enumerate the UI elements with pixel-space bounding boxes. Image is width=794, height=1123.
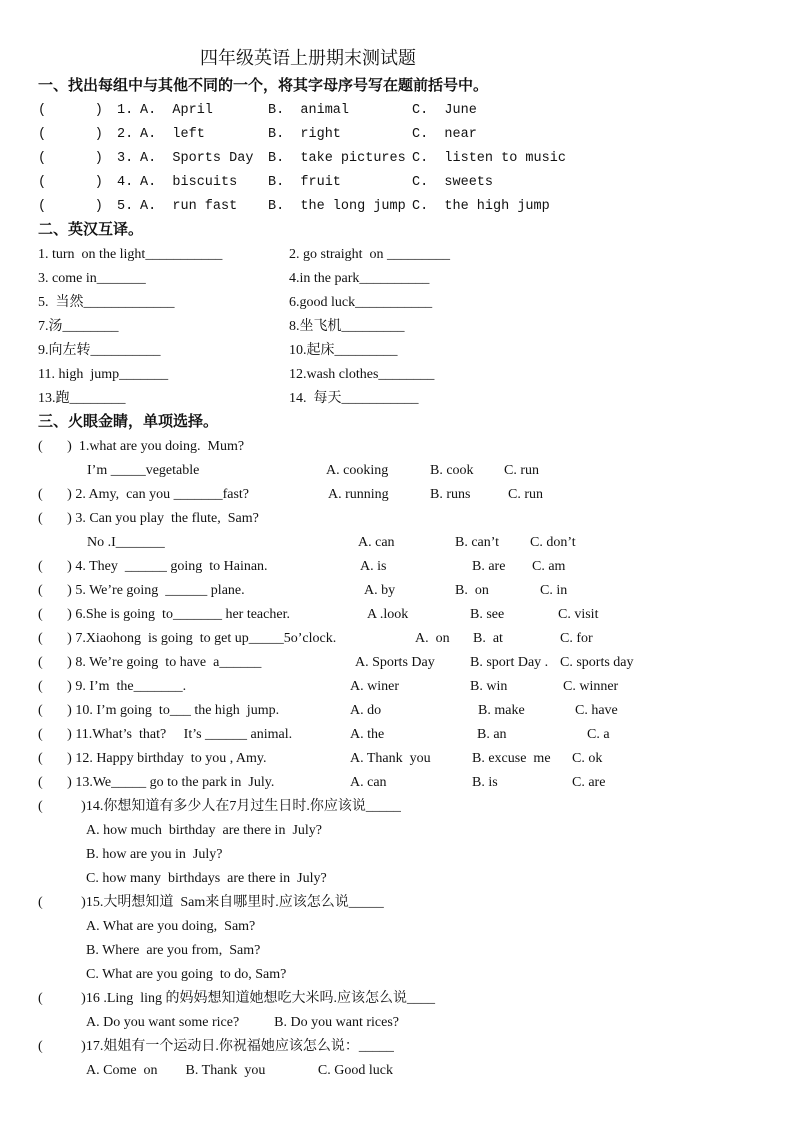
option-a: A. left — [140, 127, 205, 142]
option-a: A. Thank you — [350, 751, 431, 766]
option-a: A. winer — [350, 679, 399, 694]
translation-item: 14. 每天___________ — [289, 391, 419, 406]
answer-option: C. What are you going to do, Sam? — [86, 967, 287, 982]
option-b: B. fruit — [268, 175, 341, 190]
answer-option: B. how are you in July? — [86, 847, 223, 862]
question-text: ( ) 9. I’m the_______. — [38, 679, 187, 694]
option-c: C. the high jump — [412, 199, 550, 214]
option-a: A. Sports Day — [140, 151, 254, 166]
option-a: A. April — [140, 103, 213, 118]
option-a: A. Sports Day — [355, 655, 435, 670]
question-text: ( ) 12. Happy birthday to you , Amy. — [38, 751, 267, 766]
option-b: B. take pictures — [268, 151, 406, 166]
answer-option: A. What are you doing, Sam? — [86, 919, 256, 934]
translation-item: 6.good luck___________ — [289, 295, 433, 310]
question-text: ( ) 5. We’re going ______ plane. — [38, 583, 245, 598]
question-text: No .I_______ — [38, 535, 165, 550]
question-text: ( ) 3. Can you play the flute, Sam? — [38, 511, 259, 526]
option-c: C. have — [575, 703, 618, 718]
question-number: 5. — [117, 199, 134, 214]
section-3-heading: 三、火眼金睛，单项选择。 — [38, 414, 219, 430]
option-b: B. make — [478, 703, 525, 718]
option-b: B. sport Day . — [470, 655, 549, 670]
question-text: ( )16 .Ling ling 的妈妈想知道她想吃大米吗.应该怎么说____ — [38, 991, 436, 1006]
option-b: B. excuse me — [472, 751, 551, 766]
option-b: B. right — [268, 127, 341, 142]
translation-item: 8.坐飞机_________ — [289, 319, 405, 334]
option-c: C. ok — [572, 751, 603, 766]
translation-item: 11. high jump_______ — [38, 367, 169, 382]
option-a: A. run fast — [140, 199, 238, 214]
question-text: ( ) 2. Amy, can you _______fast? — [38, 487, 249, 502]
option-c: C. for — [560, 631, 593, 646]
option-b: B. the long jump — [268, 199, 406, 214]
answer-bracket: ( ) — [38, 199, 103, 214]
question-text: ( ) 7.Xiaohong is going to get up_____5o’clock. — [38, 631, 337, 646]
translation-item: 4.in the park__________ — [289, 271, 430, 286]
option-c: C. June — [412, 103, 477, 118]
option-a: A. can — [358, 535, 395, 550]
option-b: B. are — [472, 559, 506, 574]
answer-bracket: ( ) — [38, 103, 103, 118]
option-c: C. near — [412, 127, 477, 142]
translation-item: 9.向左转__________ — [38, 343, 161, 358]
question-text: ( ) 13.We_____ go to the park in July. — [38, 775, 275, 790]
translation-item: 7.汤________ — [38, 319, 119, 334]
option-a: A. by — [364, 583, 396, 598]
page-title: 四年级英语上册期末测试题 — [200, 48, 416, 68]
option-b: B. cook — [430, 463, 474, 478]
answer-option: C. how many birthdays are there in July? — [86, 871, 327, 886]
option-b: B. on — [455, 583, 489, 598]
answer-bracket: ( ) — [38, 151, 103, 166]
question-text: ( ) 4. They ______ going to Hainan. — [38, 559, 268, 574]
question-text: ( )15.大明想知道 Sam来自哪里时.应该怎么说_____ — [38, 895, 384, 910]
answer-bracket: ( ) — [38, 127, 103, 142]
option-c: C. listen to music — [412, 151, 566, 166]
translation-item: 13.跑________ — [38, 391, 126, 406]
question-text: ( ) 11.What’s that? It’s ______ animal. — [38, 727, 293, 742]
translation-item: 3. come in_______ — [38, 271, 146, 286]
option-c: C. a — [587, 727, 610, 742]
option-a: A. do — [350, 703, 382, 718]
translation-item: 10.起床_________ — [289, 343, 398, 358]
option-c: C. are — [572, 775, 606, 790]
option-a: A. biscuits — [140, 175, 238, 190]
question-text: ( ) 6.She is going to_______ her teacher. — [38, 607, 290, 622]
option-a: A. the — [350, 727, 385, 742]
question-number: 2. — [117, 127, 134, 142]
answer-option: B. Where are you from, Sam? — [86, 943, 261, 958]
question-text: I’m _____vegetable — [38, 463, 200, 478]
option-b: B. runs — [430, 487, 471, 502]
option-a: A. running — [328, 487, 389, 502]
option-c: C. am — [532, 559, 566, 574]
answer-option: A. how much birthday are there in July? — [86, 823, 322, 838]
answer-option: A. Do you want some rice? B. Do you want rices? — [86, 1015, 399, 1030]
question-text: ( ) 10. I’m going to___ the high jump. — [38, 703, 280, 718]
question-number: 4. — [117, 175, 134, 190]
option-c: C. winner — [563, 679, 619, 694]
option-c: C. in — [540, 583, 568, 598]
section-2-heading: 二、英汉互译。 — [38, 222, 144, 238]
option-b: B. see — [470, 607, 505, 622]
option-c: C. visit — [558, 607, 599, 622]
option-b: B. animal — [268, 103, 350, 118]
option-b: B. is — [472, 775, 498, 790]
option-b: B. can’t — [455, 535, 500, 550]
option-c: C. don’t — [530, 535, 576, 550]
question-text: ( )14.你想知道有多少人在7月过生日时.你应该说_____ — [38, 799, 401, 814]
question-number: 1. — [117, 103, 134, 118]
question-text: ( ) 1.what are you doing. Mum? — [38, 439, 245, 454]
translation-item: 2. go straight on _________ — [289, 247, 450, 262]
option-a: A .look — [367, 607, 409, 622]
answer-bracket: ( ) — [38, 175, 103, 190]
option-b: B. win — [470, 679, 508, 694]
option-c: C. run — [508, 487, 543, 502]
option-a: A. cooking — [326, 463, 389, 478]
option-c: C. sweets — [412, 175, 494, 190]
question-text: ( ) 8. We’re going to have a______ — [38, 655, 262, 670]
option-b: B. at — [473, 631, 503, 646]
option-a: A. is — [360, 559, 387, 574]
option-a: A. on — [415, 631, 450, 646]
option-c: C. sports day — [560, 655, 634, 670]
option-c: C. run — [504, 463, 539, 478]
answer-option: A. Come on B. Thank you C. Good luck — [86, 1063, 393, 1078]
translation-item: 12.wash clothes________ — [289, 367, 435, 382]
translation-item: 1. turn on the light___________ — [38, 247, 223, 262]
option-b: B. an — [477, 727, 507, 742]
translation-item: 5. 当然_____________ — [38, 295, 175, 310]
section-1-heading: 一、找出每组中与其他不同的一个，将其字母序号写在题前括号中。 — [38, 78, 489, 94]
question-number: 3. — [117, 151, 134, 166]
option-a: A. can — [350, 775, 387, 790]
question-text: ( )17.姐姐有一个运动日.你祝福她应该怎么说：_____ — [38, 1039, 394, 1054]
